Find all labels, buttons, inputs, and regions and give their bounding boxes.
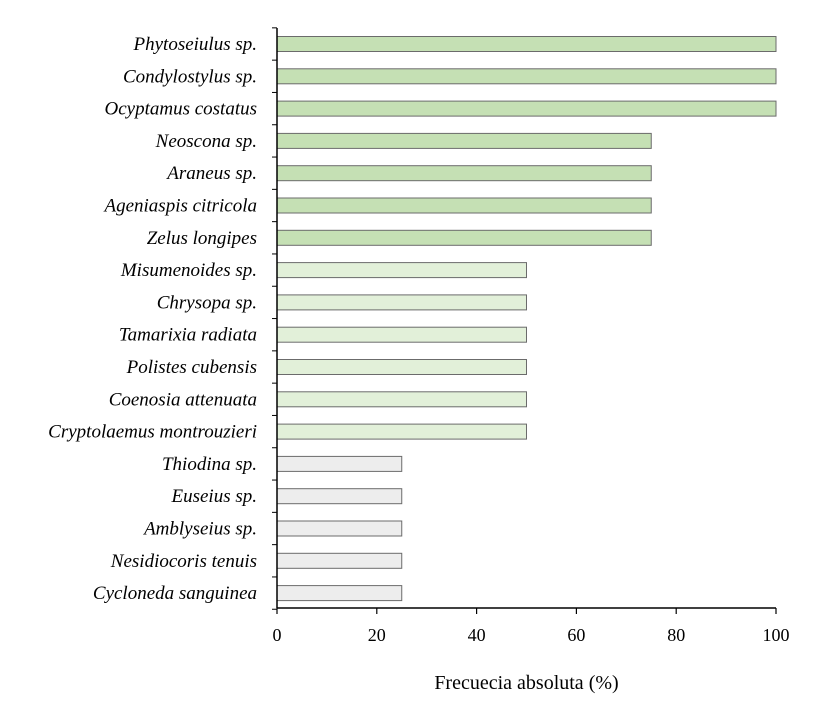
category-label: Cycloneda sanguinea	[92, 583, 257, 605]
bar	[277, 360, 527, 375]
category-label: Condylostylus sp.	[122, 66, 257, 88]
bar	[277, 521, 402, 536]
category-labels-group	[48, 34, 257, 604]
x-tick-label: 100	[762, 625, 790, 645]
category-label: Ageniaspis citricola	[104, 195, 257, 217]
x-ticks-group	[273, 608, 790, 645]
x-tick-label: 40	[467, 625, 486, 645]
bar	[277, 37, 776, 52]
category-label: Neoscona sp.	[155, 130, 257, 152]
category-label: Coenosia attenuata	[108, 389, 257, 411]
bar	[277, 166, 651, 181]
category-label: Nesidiocoris tenuis	[110, 550, 257, 572]
x-tick-label: 20	[367, 625, 386, 645]
bars-group	[277, 37, 776, 601]
bar	[277, 69, 776, 84]
bar	[277, 198, 651, 213]
category-label: Phytoseiulus sp.	[133, 34, 257, 55]
bar	[277, 133, 651, 148]
bar	[277, 327, 527, 342]
category-label: Zelus longipes	[146, 227, 257, 249]
category-label: Misumenoides sp.	[120, 260, 257, 282]
x-tick-label: 0	[272, 625, 282, 645]
category-label: Thiodina sp.	[161, 453, 257, 475]
bar	[277, 553, 402, 568]
category-label: Euseius sp.	[171, 486, 257, 508]
bar	[277, 456, 402, 471]
bar	[277, 101, 776, 116]
bar	[277, 295, 527, 310]
bar	[277, 392, 527, 407]
x-tick-label: 80	[667, 625, 686, 645]
bar	[277, 424, 527, 439]
category-label: Tamarixia radiata	[118, 324, 257, 346]
x-axis-title: Frecuecia absoluta (%)	[434, 672, 619, 694]
x-tick-label: 60	[567, 625, 586, 645]
bar	[277, 489, 402, 504]
bar	[277, 263, 527, 278]
category-label: Ocyptamus costatus	[104, 98, 257, 120]
category-label: Araneus sp.	[167, 163, 257, 185]
category-label: Cryptolaemus montrouzieri	[48, 421, 257, 443]
bar	[277, 586, 402, 601]
category-label: Amblyseius sp.	[144, 518, 257, 540]
category-label: Polistes cubensis	[126, 357, 257, 378]
category-label: Chrysopa sp.	[156, 292, 257, 314]
bar	[277, 230, 651, 245]
